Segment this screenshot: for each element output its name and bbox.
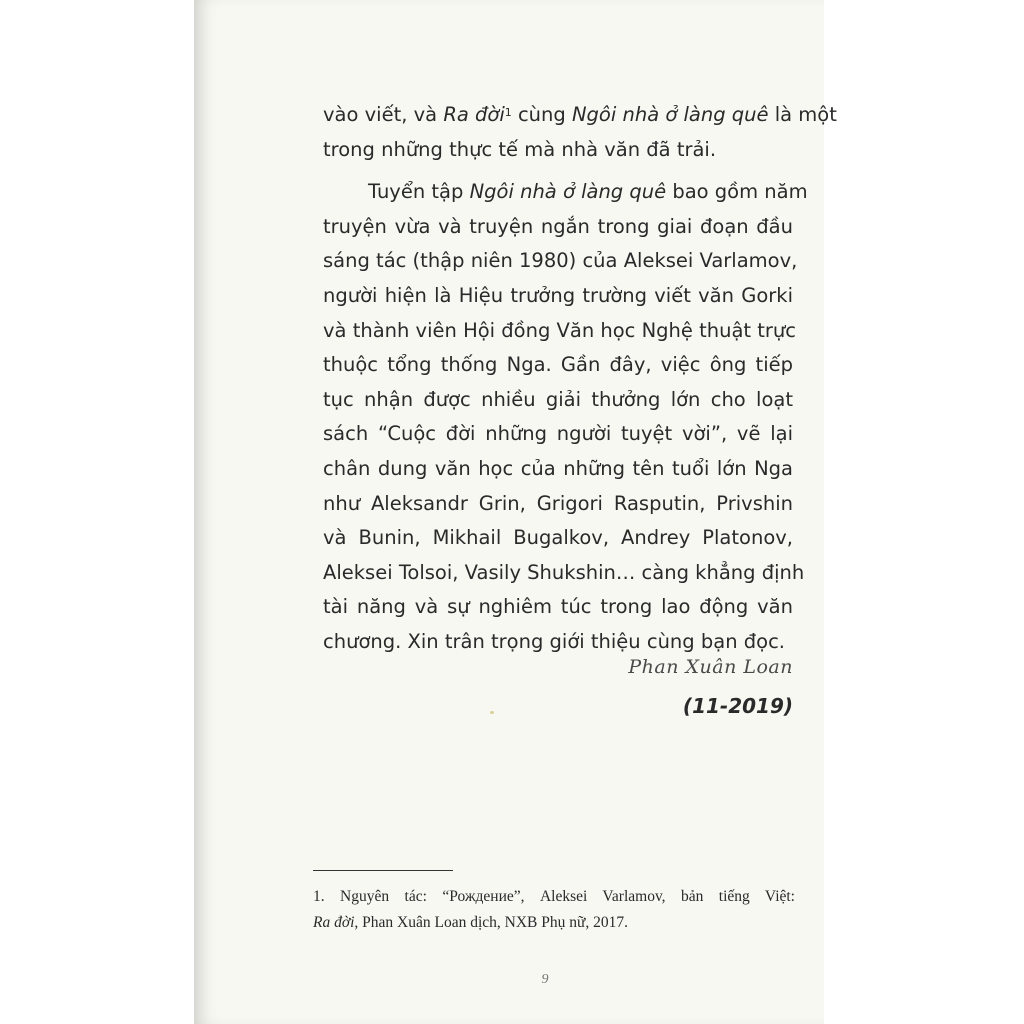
- scan-background-right: [824, 0, 1024, 1024]
- paragraph-2-line: chân dung văn học của những tên tuổi lớn Nga: [323, 456, 793, 480]
- scan-background-left: [0, 0, 194, 1024]
- author-signature: Phan Xuân Loan: [628, 656, 793, 678]
- book-title-ra-doi: Ra đời: [443, 103, 505, 126]
- paragraph-2-line: người hiện là Hiệu trưởng trường viết văn Gorki: [323, 283, 793, 307]
- paragraph-2-line: và Bunin, Mikhail Bugalkov, Andrey Platonov,: [323, 526, 793, 550]
- paragraph-2-line: thuộc tổng thống Nga. Gần đây, việc ông tiếp: [323, 353, 793, 377]
- paragraph-2-line: tục nhận được nhiều giải thưởng lớn cho loạt: [323, 387, 793, 411]
- paragraph-2-line: tài năng và sự nghiêm túc trong lao động văn: [323, 595, 793, 619]
- text-run: cùng: [511, 103, 572, 126]
- paragraph-2-line: và thành viên Hội đồng Văn học Nghệ thuật trực: [323, 318, 796, 342]
- paragraph-1-line-2: trong những thực tế mà nhà văn đã trải.: [323, 137, 717, 161]
- page-number: 9: [541, 972, 549, 987]
- paragraph-2-line: sáng tác (thập niên 1980) của Aleksei Varlamov,: [323, 249, 798, 273]
- paragraph-2-line: Aleksei Tolsoi, Vasily Shukshin… càng khẳng định: [323, 560, 805, 584]
- paragraph-2-line: như Aleksandr Grin, Grigori Rasputin, Privshin: [323, 491, 793, 515]
- text-run: là một: [768, 103, 837, 126]
- body-text: [323, 98, 837, 660]
- signature-date: (11-2019): [682, 694, 793, 718]
- text-run: vào viết, và: [323, 103, 444, 126]
- paragraph-2-line: sách “Cuộc đời những người tuyệt vời”, vẽ lại: [323, 422, 793, 446]
- paragraph-1: [323, 98, 837, 167]
- text-run: bao gồm năm: [666, 180, 808, 204]
- paragraph-2-line: truyện vừa và truyện ngắn trong giai đoạn đầu: [323, 214, 793, 238]
- text-run: Tuyển tập: [368, 180, 470, 204]
- text-run: , Phan Xuân Loan dịch, NXB Phụ nữ, 2017.: [354, 914, 629, 931]
- paragraph-2: [323, 175, 808, 659]
- paper-speck: [490, 711, 494, 714]
- book-title-ra-doi: Ra đời: [313, 914, 355, 931]
- footnote-line-2: [313, 910, 795, 936]
- book-title-ngoi-nha: Ngôi nhà ở làng quê: [571, 103, 769, 126]
- paragraph-1-line-1: [323, 98, 837, 133]
- footnote-line-1: 1. Nguyên tác: “Рождение”, Aleksei Varlamov, bản tiếng Việt:: [313, 888, 795, 905]
- footnote-divider: [313, 870, 453, 871]
- paragraph-2-line: chương. Xin trân trọng giới thiệu cùng bạn đọc.: [323, 629, 785, 653]
- book-title-ngoi-nha: Ngôi nhà ở làng quê: [469, 180, 667, 204]
- footnote-reference: 1: [504, 106, 512, 119]
- paragraph-2-line-1: [323, 175, 808, 210]
- footnote: [313, 884, 795, 936]
